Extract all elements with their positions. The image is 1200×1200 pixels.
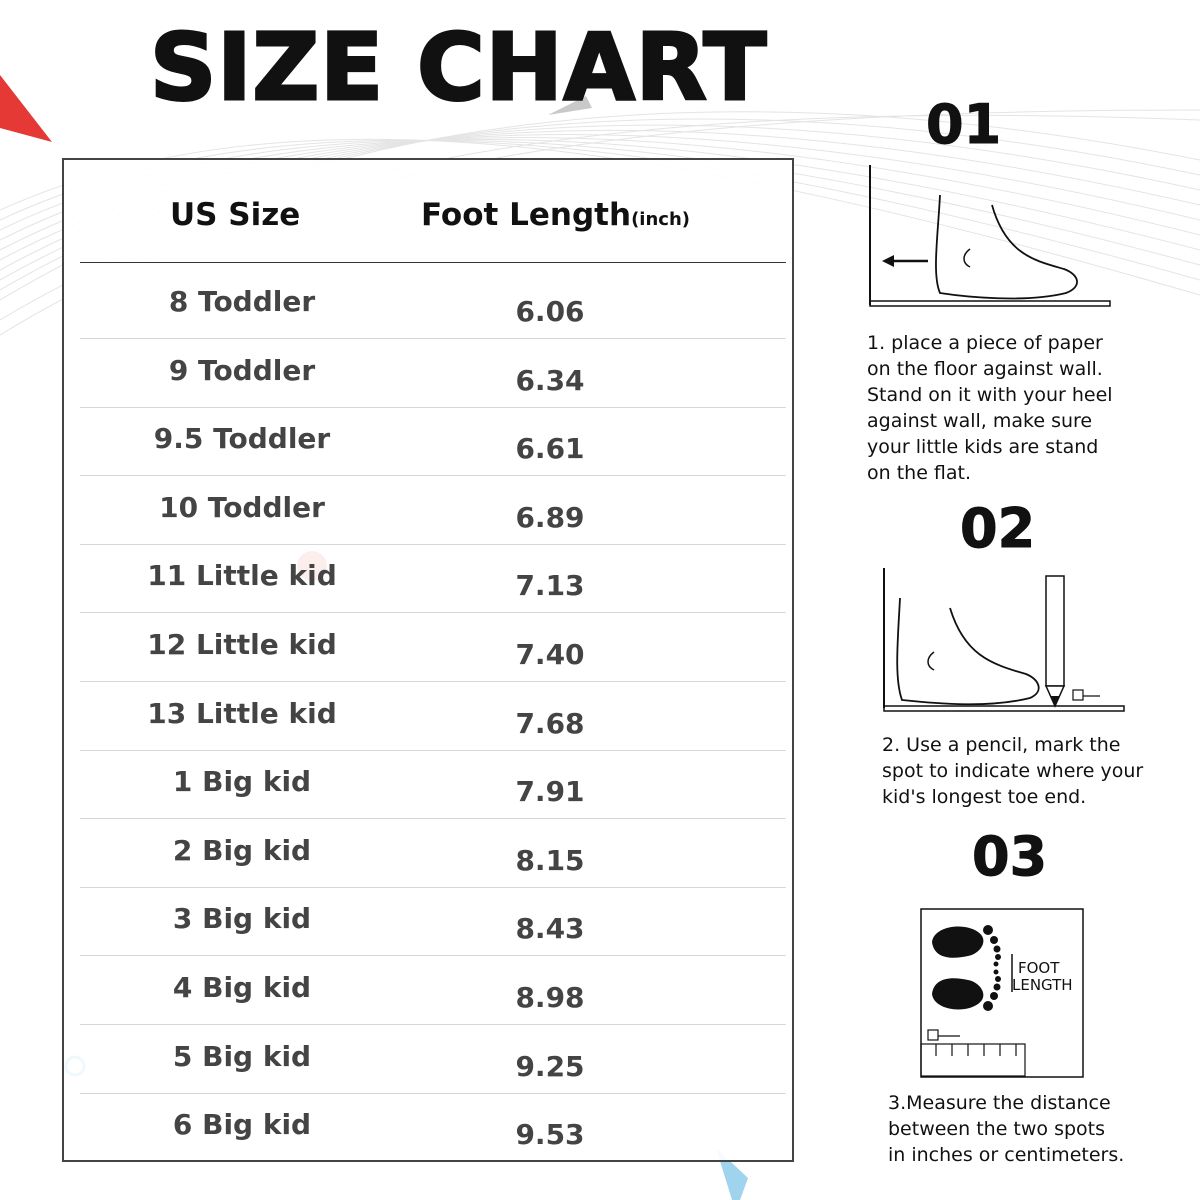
foot-length-cell: 6.06 (515, 295, 585, 328)
foot-length-label: Foot Length (421, 197, 632, 233)
us-size-cell: 10 Toddler (159, 490, 325, 524)
foot-length-unit: (inch) (631, 209, 690, 230)
us-size-cell: 8 Toddler (168, 285, 316, 318)
table-row (80, 613, 786, 682)
table-row (80, 1093, 786, 1161)
table-row (80, 819, 786, 888)
us-size-cell: 12 Little kid (147, 628, 337, 661)
us-size-cell: 3 Big kid (172, 902, 312, 936)
column-header-foot-length (421, 197, 690, 233)
us-size-cell: 5 Big kid (172, 1039, 312, 1073)
table-row (80, 407, 786, 476)
us-size-cell: 4 Big kid (172, 971, 312, 1004)
foot-length-cell: 6.34 (515, 363, 585, 397)
table-row (80, 544, 786, 613)
foot-length-cell: 7.68 (515, 706, 585, 740)
step-3-number: 03 (972, 825, 1048, 888)
red-triangle-decoration (0, 75, 52, 142)
foot-length-cell: 7.91 (515, 775, 585, 809)
page-title: SIZE CHART (150, 14, 768, 121)
step-2-text: 2. Use a pencil, mark the spot to indicate where your kid's longest toe end. (882, 734, 1144, 808)
us-size-cell: 9.5 Toddler (153, 422, 331, 456)
us-size-cell: 6 Big kid (172, 1108, 312, 1142)
us-size-cell: 1 Big kid (172, 765, 312, 799)
foot-length-cell: 7.40 (515, 638, 585, 671)
step-2-pencil-mark-illustration (880, 568, 1130, 718)
table-row (80, 476, 786, 545)
step-1-foot-against-wall-illustration (866, 165, 1116, 315)
column-header-us-size: US Size (170, 197, 301, 233)
step-1-number: 01 (926, 93, 1002, 156)
header-divider (80, 262, 786, 263)
us-size-cell: 9 Toddler (168, 353, 316, 387)
foot-length-cell: 7.13 (515, 569, 585, 603)
table-row (80, 682, 786, 751)
us-size-cell: 13 Little kid (147, 696, 337, 730)
table-row (80, 1025, 786, 1094)
foot-length-cell: 6.61 (515, 432, 585, 466)
table-row (80, 339, 786, 408)
us-size-cell: 2 Big kid (172, 833, 312, 867)
foot-length-label-line-2: LENGTH (1012, 976, 1073, 994)
step-1-text: 1. place a piece of paper on the floor against wall. Stand on it with your heel against wall, make sure your little kids are stand on the flat. (867, 332, 1113, 484)
table-row (80, 887, 786, 956)
step-3-text: 3.Measure the distance between the two spots in inches or centimeters. (888, 1092, 1125, 1166)
step-3-measure-illustration (920, 908, 1086, 1080)
step-2-number: 02 (960, 497, 1036, 560)
foot-length-cell: 9.53 (515, 1118, 585, 1152)
foot-length-label-line-1: FOOT (1018, 959, 1060, 977)
foot-length-cell: 8.98 (515, 981, 585, 1014)
table-row (80, 956, 786, 1025)
foot-length-cell: 8.15 (515, 843, 585, 877)
foot-length-cell: 8.43 (515, 912, 585, 946)
table-row (80, 270, 786, 339)
us-size-cell: 11 Little kid (147, 559, 337, 593)
foot-length-cell: 6.89 (515, 500, 585, 534)
foot-length-cell: 9.25 (515, 1049, 585, 1083)
table-row (80, 750, 786, 819)
